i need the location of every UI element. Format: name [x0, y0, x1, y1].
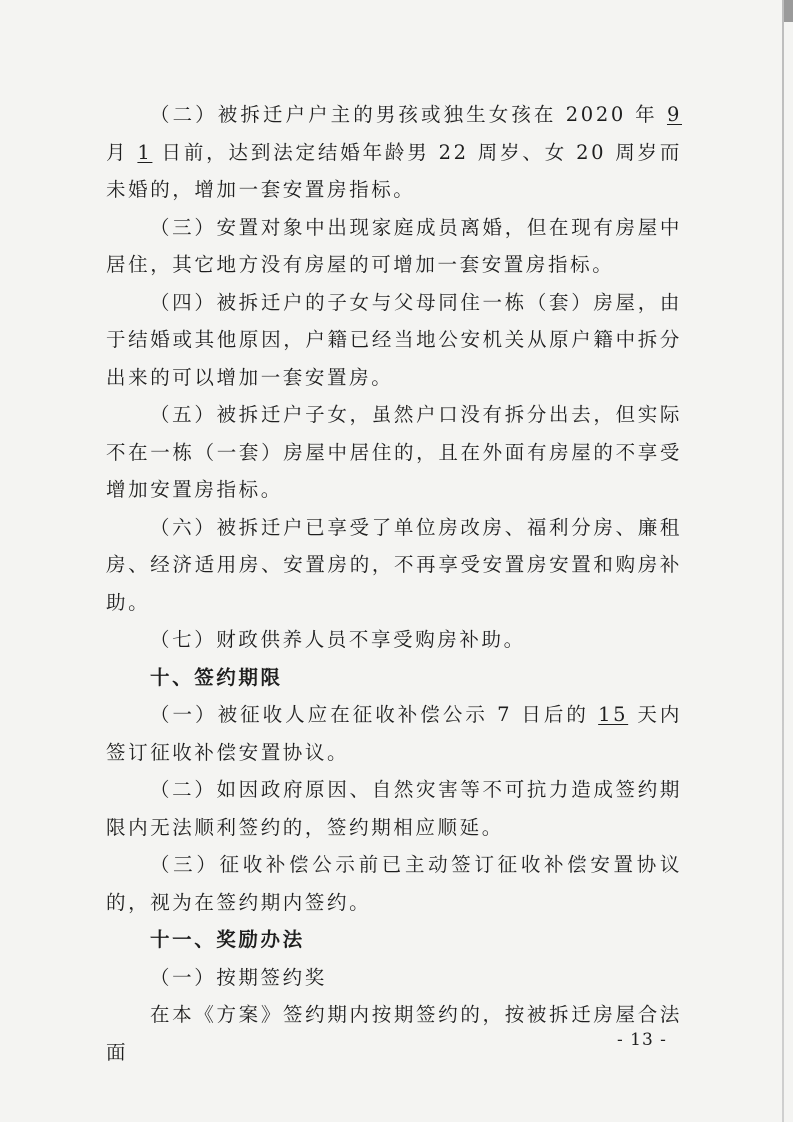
section-heading: [106, 921, 682, 959]
paragraph: [106, 284, 682, 397]
text-run: （三）安置对象中出现家庭成员离婚，但在现有房屋中居住，其它地方没有房屋的可增加一套安置房指标。: [106, 215, 682, 276]
paragraph: [106, 959, 682, 997]
text-run: （一）被征收人应在征收补偿公示 7 日后的: [150, 703, 599, 726]
paragraph: [106, 621, 682, 659]
text-run: （一）按期签约奖: [150, 965, 327, 989]
scan-corner-mark: [784, 0, 793, 22]
text-run: （五）被拆迁户子女，虽然户口没有拆分出去，但实际不在一栋（一套）房屋中居住的，且在外面有房屋的不享受增加安置房指标。: [106, 403, 682, 501]
paragraph: [106, 771, 682, 846]
text-run: （四）被拆迁户的子女与父母同住一栋（套）房屋，由于结婚或其他原因，户籍已经当地公安机关从原户籍中拆分出来的可以增加一套安置房。: [106, 290, 682, 389]
text-run: 十、签约期限: [150, 665, 283, 689]
text-run: 天内签订征收补偿安置协议。: [106, 703, 683, 764]
scan-edge-line: [782, 0, 784, 1122]
text-run: （六）被拆迁户已享受了单位房改房、福利分房、廉租房、经济适用房、安置房的，不再享受安置房安置和购房补助。: [106, 515, 682, 614]
document-body: [106, 96, 682, 1071]
text-run: （七）财政供养人员不享受购房补助。: [150, 628, 526, 651]
paragraph: [106, 396, 682, 509]
text-run: 月: [106, 140, 138, 164]
paragraph: [106, 846, 682, 921]
text-run: 十一、奖励办法: [150, 928, 305, 951]
text-run: （二）被拆迁户户主的男孩或独生女孩在 2020 年: [150, 103, 667, 126]
text-run: 在本《方案》签约期内按期签约的，按被拆迁房屋合法面: [106, 1003, 682, 1064]
paragraph: [106, 509, 682, 622]
paragraph: [106, 696, 682, 771]
text-run: （三）征收补偿公示前已主动签订征收补偿安置协议的，视为在签约期内签约。: [106, 853, 682, 914]
underlined-value: 15: [598, 703, 629, 726]
page-number: - 13 -: [617, 1030, 667, 1050]
text-run: 日前，达到法定结婚年龄男 22 周岁、女 20 周岁而未婚的，增加一套安置房指标。: [106, 140, 683, 201]
section-heading: [106, 659, 682, 697]
underlined-value: 9: [666, 103, 682, 126]
underlined-value: 1: [137, 140, 153, 164]
text-run: （二）如因政府原因、自然灾害等不可抗力造成签约期限内无法顺利签约的，签约期相应顺延。: [106, 778, 682, 839]
paragraph: [106, 209, 682, 284]
paragraph: [106, 96, 682, 209]
paragraph: [106, 996, 682, 1071]
